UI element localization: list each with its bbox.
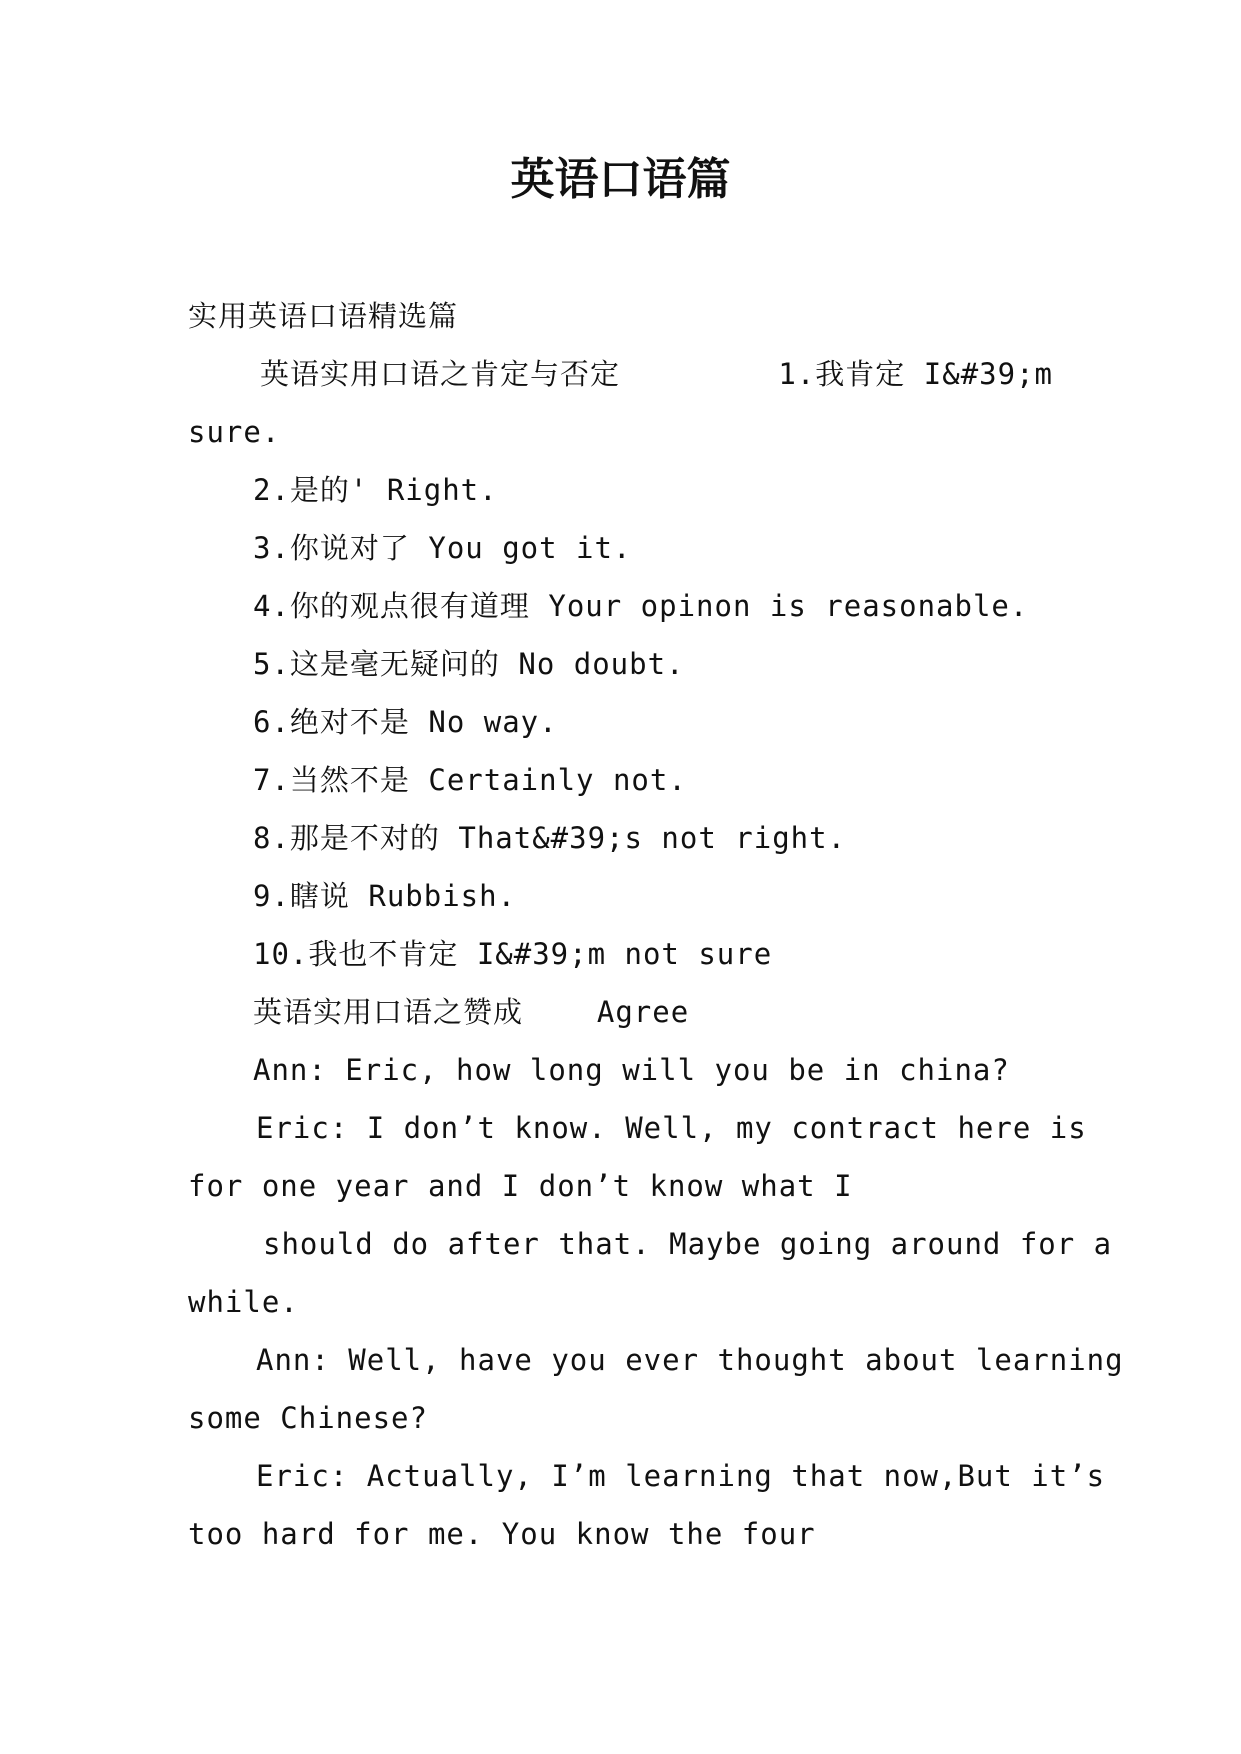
list-item: 10.我也不肯定 I&#39;m not sure bbox=[253, 937, 773, 971]
dialogue-text: Eric: Actually, I’m learning that now,But it’s bbox=[256, 1459, 1106, 1493]
dialogue-text: should do after that. Maybe going around for a bbox=[263, 1227, 1113, 1261]
list-item: 3.你说对了 You got it. bbox=[253, 531, 632, 565]
dialogue-line-continuation: too hard for me. You know the four bbox=[188, 1517, 816, 1551]
document-body bbox=[188, 287, 1124, 1563]
dialogue-text: Eric: I don’t know. Well, my contract here is bbox=[256, 1111, 1087, 1145]
list-item: 8.那是不对的 That&#39;s not right. bbox=[253, 821, 847, 855]
intro-heading: 英语实用口语之肯定与否定 bbox=[260, 357, 621, 391]
list-item: 5.这是毫无疑问的 No doubt. bbox=[253, 647, 685, 681]
dialogue-text: Ann: Well, have you ever thought about learning bbox=[256, 1343, 1124, 1377]
document-title: 英语口语篇 bbox=[510, 154, 731, 205]
paragraph-intro-first-line bbox=[188, 345, 1053, 403]
list-item: 2.是的' Right. bbox=[253, 473, 498, 507]
list-item: 4.你的观点很有道理 Your opinon is reasonable. bbox=[253, 589, 1029, 623]
dialogue-line-continuation: while. bbox=[188, 1285, 299, 1319]
section-heading-agree bbox=[188, 983, 1053, 1041]
section-heading-cn: 英语实用口语之赞成 bbox=[253, 995, 524, 1029]
dialogue-line bbox=[188, 1215, 1113, 1273]
list-item: 7.当然不是 Certainly not. bbox=[253, 763, 687, 797]
dialogue-line: Ann: Eric, how long will you be in china? bbox=[253, 1053, 1010, 1087]
list-item: 6.绝对不是 No way. bbox=[253, 705, 558, 739]
dialogue-line bbox=[188, 1447, 1106, 1505]
dialogue-line-continuation: for one year and I don’t know what I bbox=[188, 1169, 853, 1203]
dialogue-line-continuation: some Chinese? bbox=[188, 1401, 428, 1435]
dialogue-line bbox=[188, 1331, 1124, 1389]
list-item: 9.瞎说 Rubbish. bbox=[253, 879, 517, 913]
paragraph-intro-continuation: sure. bbox=[188, 415, 281, 449]
dialogue-line bbox=[188, 1099, 1087, 1157]
intro-item-1: 1.我肯定 I&#39;m bbox=[778, 357, 1053, 391]
section-heading-en: Agree bbox=[596, 995, 690, 1029]
subtitle: 实用英语口语精选篇 bbox=[188, 299, 459, 333]
